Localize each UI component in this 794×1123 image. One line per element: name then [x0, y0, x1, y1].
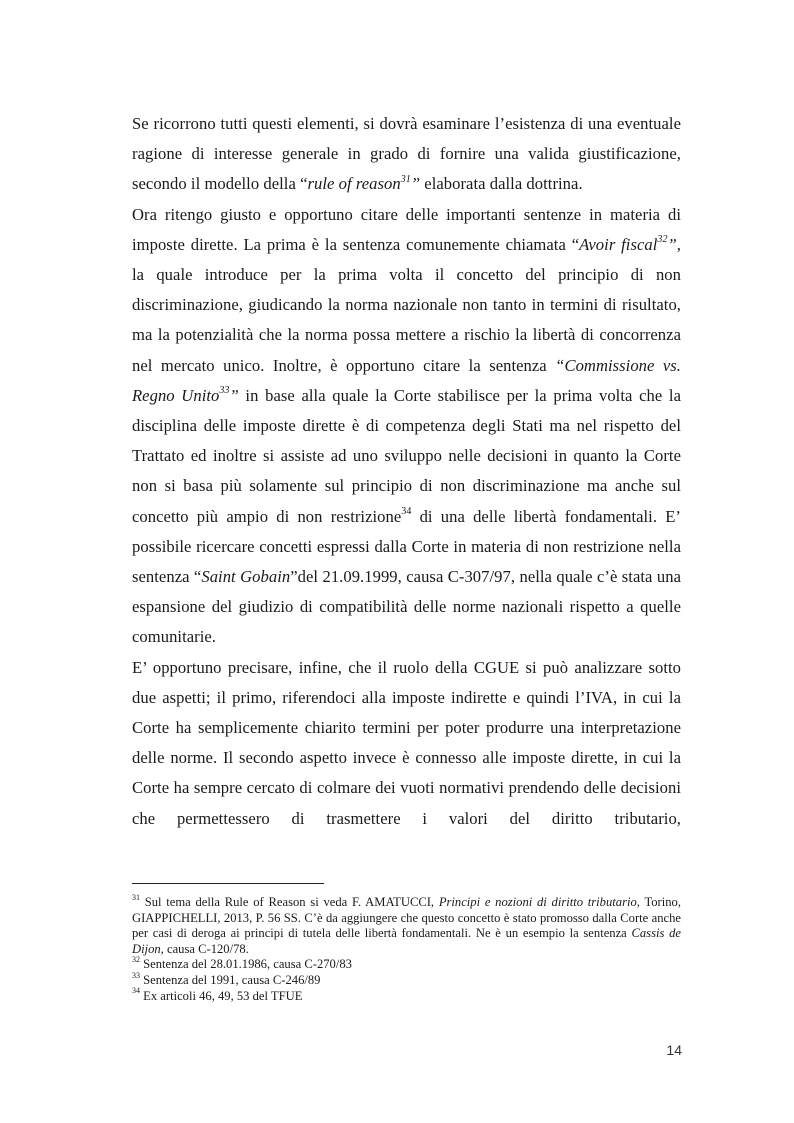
text-run: in base alla quale la Corte stabilisce per la prima volta che la disciplina delle imposte dirette è di competenza degli Stati ma nel rispetto del Trattato ed inoltre si assiste ad uno sviluppo nelle decisioni in quanto la Corte non si basa più solamente sul principio di non discriminazione ma anche sul concetto più ampio di non restrizione [132, 385, 681, 526]
footnote-number: 32 [132, 955, 140, 965]
text-run: causa C-120/78. [163, 941, 249, 956]
italic-text: ” [410, 174, 421, 194]
footnote-number: 31 [132, 892, 140, 902]
italic-text: Principi e nozioni di diritto tributario, [438, 895, 640, 909]
text-run: E’ opportuno precisare, infine, che il ruolo della CGUE si può analizzare sotto due aspetti; il primo, riferendoci alla imposte indirette e quindi l’IVA, in cui la Corte ha semplicemente chiarito termini per poter produrre una interpretazione delle norme. Il secondo aspetto invece è connesso alle imposte dirette, in cui la Corte ha sempre cercato di colmare dei vuoti normativi prendendo delle decisioni che permettessero di trasmettere i valori del diritto tributario, [132, 657, 681, 828]
text-run: Ex articoli 46, 49, 53 del TFUE [140, 988, 303, 1003]
italic-text: Cassis de Dijon, [132, 926, 681, 956]
body-text [132, 109, 681, 834]
text-run: Ora ritengo giusto e opportuno citare delle importanti sentenze in materia di imposte dirette. La prima è la sentenza comunemente chiamata “ [132, 204, 681, 254]
footnote-reference: 32 [657, 234, 668, 246]
page-number: 14 [666, 1042, 682, 1058]
italic-text: Saint Gobain [201, 567, 291, 587]
footnote-31 [132, 892, 681, 957]
paragraph-2 [132, 200, 681, 653]
italic-text: ” [229, 385, 239, 405]
footnote-reference: 33 [219, 385, 230, 397]
footnote-33 [132, 970, 681, 989]
footnote-32 [132, 957, 681, 973]
text-run: , la quale introduce per la prima volta il concetto del principio di non discriminazione, giudicando la norma nazionale non tanto in termini di risultato, ma la potenzialità che la norma possa mettere a rischio la libertà di concorrenza nel mercato unico. Inoltre, è opportuno citare la sentenza [132, 234, 681, 375]
footnote-number: 34 [132, 986, 140, 996]
text-run: ”del 21.09.1999, causa C-307/97, nella quale c’è stata una espansione del giudizio di compatibilità delle norme nazionali rispetto a quelle comunitarie. [132, 567, 681, 647]
text-run: Torino, GIAPPICHELLI, 2013, P. 56 SS. C’è da aggiungere che questo concetto è stato promosso dalla Corte anche per casi di deroga ai principi di tutela delle libertà fondamentali. Ne è un esempio la sentenza [132, 895, 681, 941]
footnote-number: 33 [132, 970, 140, 980]
page-body [132, 109, 681, 834]
footnote-separator [132, 883, 324, 884]
italic-text: “Commissione vs. Regno Unito [132, 355, 681, 405]
italic-text: ” [667, 234, 677, 254]
text-run: elaborata dalla dottrina. [420, 174, 583, 194]
footnotes [132, 892, 681, 1004]
text-run: Sul tema della Rule of Reason si veda F. AMATUCCI, [140, 895, 439, 909]
footnote-34 [132, 986, 681, 1005]
text-run: Sentenza del 1991, causa C-246/89 [140, 972, 321, 987]
text-run: di una delle libertà fondamentali. E’ possibile ricercare concetti espressi dalla Corte in materia di non restrizione nella sentenza “ [132, 506, 681, 587]
italic-text: Avoir fiscal [579, 234, 658, 254]
italic-text: rule of reason [307, 174, 401, 194]
text-run: Se ricorrono tutti questi elementi, si dovrà esaminare l’esistenza di una eventuale ragione di interesse generale in grado di fornire una valida giustificazione, secondo il modello della “ [132, 114, 681, 194]
paragraph-3 [132, 653, 681, 834]
footnote-reference: 31 [400, 173, 411, 185]
paragraph-1 [132, 109, 681, 200]
text-run: Sentenza del 28.01.1986, causa C-270/83 [140, 957, 352, 972]
footnote-reference: 34 [401, 506, 412, 518]
